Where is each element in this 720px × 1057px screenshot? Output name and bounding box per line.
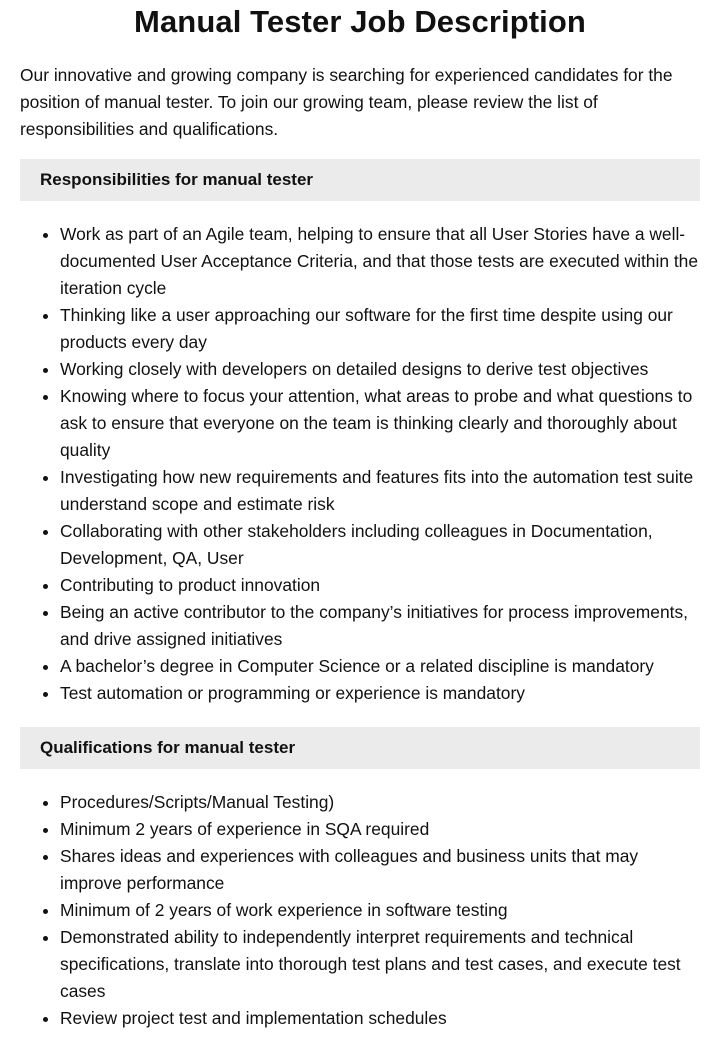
list-item: • Demonstrated ability to independently interpret requirements and technical specifications, translate into thorough test plans and test cases, and execute test cases xyxy=(60,924,700,1005)
list-item: • Procedures/Scripts/Manual Testing) xyxy=(60,789,700,816)
page-title: Manual Tester Job Description xyxy=(134,4,586,39)
responsibilities-list xyxy=(20,221,700,707)
list-item: • Test automation or programming or experience is mandatory xyxy=(60,680,700,707)
list-item: • Work as part of an Agile team, helping to ensure that all User Stories have a well-documented User Acceptance Criteria, and that those tests are executed within the iteration cycle xyxy=(60,221,700,302)
list-item: • Contributing to product innovation xyxy=(60,572,700,599)
list-item: • Review project test and implementation schedules xyxy=(60,1005,700,1032)
qualifications-heading: Qualifications for manual tester xyxy=(20,727,700,769)
list-item: • Working closely with developers on detailed designs to derive test objectives xyxy=(60,356,700,383)
list-item: • Being an active contributor to the company’s initiatives for process improvements, and drive assigned initiatives xyxy=(60,599,700,653)
list-item: • Thinking like a user approaching our software for the first time despite using our products every day xyxy=(60,302,700,356)
list-item: • Shares ideas and experiences with colleagues and business units that may improve performance xyxy=(60,843,700,897)
responsibilities-heading: Responsibilities for manual tester xyxy=(20,159,700,201)
list-item: • Investigating how new requirements and features fits into the automation test suite understand scope and estimate risk xyxy=(60,464,700,518)
qualifications-list xyxy=(20,789,700,1032)
list-item: • Minimum of 2 years of work experience in software testing xyxy=(60,897,700,924)
list-item: • Minimum 2 years of experience in SQA required xyxy=(60,816,700,843)
intro-paragraph: Our innovative and growing company is searching for experienced candidates for the position of manual tester. To join our growing team, please review the list of responsibilities and qualifications. xyxy=(20,65,673,139)
list-item: • Collaborating with other stakeholders including colleagues in Documentation, Development, QA, User xyxy=(60,518,700,572)
list-item: • A bachelor’s degree in Computer Science or a related discipline is mandatory xyxy=(60,653,700,680)
list-item: • Knowing where to focus your attention, what areas to probe and what questions to ask to ensure that everyone on the team is thinking clearly and thoroughly about quality xyxy=(60,383,700,464)
